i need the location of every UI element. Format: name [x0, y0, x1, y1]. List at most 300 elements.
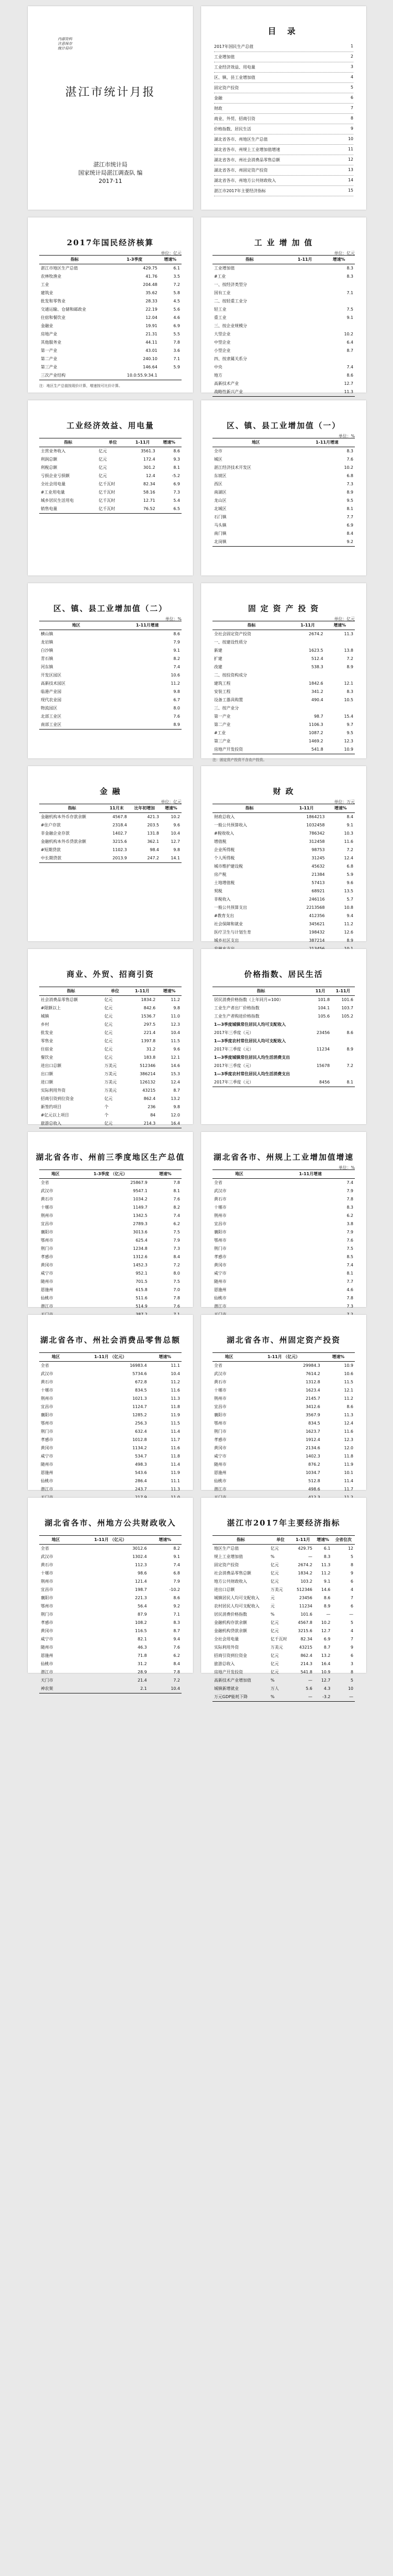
row-label: 襄阳市 — [41, 1230, 53, 1234]
cell-value: 7.9 — [173, 640, 180, 645]
table-row — [39, 1643, 182, 1652]
cell-value: 亿元 — [270, 1670, 279, 1674]
toc-item-page: 14 — [348, 178, 353, 182]
row-label: 大型企业 — [214, 332, 231, 336]
row-label: 扩建 — [214, 656, 222, 661]
row-label: 咸宁市 — [214, 1271, 226, 1276]
row-label: 其他服务业 — [41, 340, 61, 345]
table-row — [212, 846, 355, 854]
row-label: 批发业 — [41, 1030, 53, 1035]
cell-value: 12.7 — [344, 381, 353, 386]
table-row — [212, 464, 355, 472]
cell-value: 3567.9 — [305, 1413, 320, 1417]
cell-value: 万美元 — [270, 1587, 283, 1592]
table-row — [212, 1004, 355, 1012]
row-label: 武汉市 — [214, 1189, 226, 1193]
row-label: 住宿业 — [41, 1047, 53, 1052]
table-row — [212, 1461, 355, 1469]
cell-value: 12.1 — [344, 1388, 353, 1393]
cell-value: 511.6 — [135, 1296, 148, 1300]
row-label: 武汉市 — [41, 1554, 53, 1559]
column-header: 增速% — [149, 1170, 182, 1179]
row-label: 鄂州市 — [214, 1421, 226, 1426]
row-label: 仙桃市 — [41, 1296, 53, 1300]
table-row — [39, 306, 182, 314]
row-label: 随州市 — [41, 1645, 53, 1650]
cell-value: 116.5 — [135, 1629, 147, 1633]
cell-value: 2674.2 — [298, 1563, 313, 1567]
row-label: 武汉市 — [41, 1371, 53, 1376]
row-label: 武汉市 — [214, 1371, 226, 1376]
table-row — [212, 455, 355, 464]
column-header: 地区 — [212, 1170, 266, 1179]
cell-value: 7.0 — [173, 1287, 180, 1292]
cell-value: 万美元 — [104, 1080, 117, 1084]
cell-value: 亿元 — [99, 465, 107, 470]
column-header: 地区 — [212, 1353, 245, 1362]
cell-value: 8.7 — [173, 1629, 180, 1633]
cell-value: 1312.6 — [133, 1255, 148, 1259]
cell-value: 11.3 — [344, 632, 353, 636]
cell-value: 25867.9 — [130, 1180, 148, 1185]
cell-value: 256.3 — [135, 1421, 147, 1426]
cell-value: 541.8 — [300, 1670, 313, 1674]
table-row — [212, 306, 355, 314]
row-label: 随州市 — [41, 1279, 53, 1284]
cell-value: 1623.4 — [305, 1388, 320, 1393]
toc-item-label: 金融 — [214, 96, 222, 100]
table-row — [212, 737, 355, 745]
table-row — [39, 1095, 182, 1103]
table-row — [212, 273, 355, 281]
table-row — [212, 1029, 355, 1037]
row-label: #工业 — [214, 731, 226, 735]
cell-value — [325, 704, 355, 713]
cell-value: 11.2 — [321, 1571, 331, 1575]
table-row — [39, 1386, 182, 1395]
row-label: 房产税 — [214, 872, 226, 877]
cell-value — [323, 355, 355, 363]
data-table — [39, 1352, 182, 1511]
cell-value: 7.8 — [173, 1180, 180, 1185]
column-header: 指标 — [39, 438, 97, 447]
cell-value: 9.1 — [347, 315, 353, 320]
cell-value: 7.8 — [347, 1197, 353, 1201]
cell-value: 3.8 — [347, 1222, 353, 1226]
column-header: 地区 — [39, 621, 113, 630]
cell-value: 131.8 — [147, 831, 159, 836]
row-label: 城镇新增就业 — [214, 1686, 239, 1691]
cell-value: 11.8 — [171, 1404, 180, 1409]
cell-value: 万美元 — [104, 1063, 117, 1068]
cell-value: 862.4 — [143, 1096, 156, 1101]
cell-value: 8.6 — [173, 632, 180, 636]
cell-value: 7.3 — [347, 1304, 353, 1309]
row-label: 荆门市 — [41, 1429, 53, 1434]
table-row — [39, 1635, 182, 1643]
column-header: 1-11月 — [292, 1536, 314, 1545]
cell-value: 7.4 — [347, 1180, 353, 1185]
toc-item[interactable] — [214, 73, 353, 83]
cell-value: 240.10 — [143, 357, 158, 361]
row-label: 孝感市 — [41, 1255, 53, 1259]
table-row — [212, 1693, 355, 1702]
cell-value: 11.5 — [171, 1421, 180, 1426]
cell-value: 429.75 — [143, 266, 158, 270]
table-row — [39, 1179, 182, 1188]
data-table — [39, 804, 182, 863]
cell-value: 9 — [350, 1645, 353, 1650]
row-label: 城乡居民生活用电 — [41, 498, 74, 503]
cell-value: 8.0 — [173, 706, 180, 710]
toc-item[interactable] — [214, 93, 353, 104]
row-label: 宜昌市 — [214, 1404, 226, 1409]
cell-value: 13.8 — [344, 648, 353, 653]
table-row — [39, 1120, 182, 1128]
cell-value: 126132 — [139, 1080, 156, 1084]
table-row — [39, 472, 182, 480]
cell-value: 亿元 — [104, 997, 113, 1002]
table-row — [39, 1602, 182, 1611]
cell-value: 28.9 — [137, 1670, 147, 1674]
page-title: 湖北省各市、州社会消费品零售总额 — [40, 1335, 181, 1345]
cell-value: 11.1 — [171, 1479, 180, 1483]
cell-value: 亿元 — [104, 1039, 113, 1043]
cell-value: 8.9 — [347, 665, 353, 669]
table-row — [39, 1195, 182, 1204]
table-row — [39, 704, 182, 713]
cell-value: 10.9 — [321, 1670, 331, 1674]
table-row — [212, 928, 355, 937]
cell-value: 35.62 — [145, 291, 158, 295]
row-label: 孝感市 — [214, 1255, 226, 1259]
cell-value: 12.0 — [344, 1446, 353, 1450]
row-label: 工业生产者出厂价格指数 — [214, 1006, 259, 1010]
row-label: 城乡社区支出 — [214, 938, 239, 943]
cell-value: 625.4 — [135, 1238, 148, 1243]
column-header: 1-11月 — [291, 621, 325, 630]
cell-value: 11.6 — [171, 1388, 180, 1393]
toc-item[interactable] — [214, 186, 353, 196]
column-header: 1-11月增速 — [113, 621, 182, 630]
column-header: 地区 — [212, 438, 299, 447]
cell-value: 3215.6 — [298, 1629, 313, 1633]
cell-value: 10.2 — [344, 465, 353, 470]
column-header: 1-11月增速 — [266, 1170, 355, 1179]
cell-value: 1149.7 — [133, 1205, 148, 1210]
table-row — [39, 1278, 182, 1286]
cell-value: 5.4 — [173, 498, 180, 503]
row-label: 中型企业 — [214, 340, 231, 345]
table-row — [39, 688, 182, 696]
cell-value: 11.9 — [171, 1413, 180, 1417]
cell-value: 43.01 — [145, 348, 158, 353]
table-row — [39, 1485, 182, 1494]
toc-item[interactable] — [214, 114, 353, 124]
cell-value: 7.5 — [173, 1230, 180, 1234]
toc-list — [214, 42, 353, 196]
column-header: 指标 — [212, 256, 287, 264]
table-row — [39, 1594, 182, 1602]
page-fiscal — [201, 766, 366, 941]
cell-value — [291, 704, 325, 713]
row-label: 宜昌市 — [41, 1222, 53, 1226]
row-label: 战略性新兴产业 — [212, 388, 287, 397]
cell-value: 108.2 — [135, 1620, 147, 1625]
cell-value: 834.5 — [135, 1388, 147, 1393]
cell-value: 2318.4 — [112, 823, 127, 827]
cell-value: 7.1 — [173, 1612, 180, 1617]
cell-value: 1032458 — [306, 823, 325, 827]
cell-value: 1134.2 — [132, 1446, 147, 1450]
row-label: 第三产业 — [214, 739, 231, 743]
cell-value: 16983.4 — [129, 1363, 147, 1368]
cell-value: 203.5 — [147, 823, 159, 827]
table-row — [212, 895, 355, 904]
cell-value: 512346 — [139, 1063, 156, 1068]
row-label: 马头镇 — [214, 523, 226, 528]
cell-value: 101.8 — [318, 997, 330, 1002]
cell-value: 12.4 — [146, 473, 155, 478]
page-title: 区、镇、县工业增加值（二） — [53, 604, 168, 613]
cell-value: 15.4 — [344, 714, 353, 719]
toc-item-page: 3 — [350, 64, 353, 69]
table-row — [212, 1602, 355, 1611]
row-label: #住户存款 — [41, 823, 61, 827]
table-row — [212, 1395, 355, 1403]
data-table — [212, 621, 355, 754]
row-label: 随州市 — [41, 1462, 53, 1467]
cell-value: 541.8 — [291, 745, 325, 754]
row-label: 全省 — [41, 1363, 49, 1368]
cell-value: 14.6 — [171, 1063, 180, 1068]
cell-value: 19.91 — [145, 324, 158, 328]
cell-value: 亿元 — [270, 1629, 279, 1633]
toc-item[interactable] — [214, 176, 353, 186]
cell-value: 7.2 — [173, 282, 180, 287]
row-label: 十堰市 — [214, 1205, 226, 1210]
table-row — [212, 1627, 355, 1635]
table-row — [212, 1195, 355, 1204]
row-label: #教育支出 — [214, 913, 234, 918]
cell-value: 2.1 — [72, 1685, 148, 1693]
cell-value: 亿千瓦时 — [97, 505, 128, 514]
row-label: 一般公共预算收入 — [214, 823, 247, 827]
cell-value: 301.2 — [143, 465, 155, 470]
table-row — [212, 1668, 355, 1676]
table-row — [212, 1286, 355, 1294]
cell-value: 28.33 — [145, 299, 158, 303]
table-row — [212, 371, 355, 380]
cell-value: 11.8 — [171, 1454, 180, 1459]
cell-value: 2674.2 — [308, 632, 323, 636]
cell-value: 1342.5 — [133, 1213, 148, 1218]
row-label: 全社会用电量 — [41, 482, 66, 486]
cell-value: 7.6 — [173, 1645, 180, 1650]
toc-item[interactable] — [214, 83, 353, 93]
table-row — [39, 497, 182, 505]
toc-item[interactable] — [214, 104, 353, 114]
column-header: 1-11月 （亿元） — [245, 1353, 321, 1362]
column-header: 比年初增加 — [128, 804, 160, 813]
section-row — [212, 1070, 355, 1078]
row-label: 财政总收入 — [214, 815, 235, 819]
toc-item[interactable] — [214, 52, 353, 62]
table-row — [212, 322, 355, 330]
data-table — [212, 255, 355, 397]
cell-value: 8.7 — [323, 1645, 331, 1650]
cell-value: 11.7 — [171, 1437, 180, 1442]
cell-value: 7.4 — [173, 1213, 180, 1218]
cell-value: 7.6 — [173, 1304, 180, 1309]
table-row — [39, 1253, 182, 1261]
toc-item-page: 10 — [348, 137, 353, 141]
column-header: 增速% — [326, 804, 355, 813]
table-row — [39, 1187, 182, 1195]
row-label: 新建 — [214, 648, 222, 653]
cell-value: 2789.3 — [133, 1222, 148, 1226]
table-row — [39, 1586, 182, 1594]
row-label: 石门镇 — [214, 515, 226, 519]
cell-value: 11.3 — [171, 1396, 180, 1401]
cell-value: 亿元 — [99, 473, 107, 478]
toc-item[interactable] — [214, 124, 353, 134]
cell-value: 13.2 — [321, 1653, 331, 1658]
cell-value: 7.3 — [173, 490, 180, 495]
row-label: 金融业 — [41, 324, 53, 328]
row-label: 仙桃市 — [41, 1662, 53, 1666]
page-title: 湖北省各市、州前三季度地区生产总值 — [36, 1153, 185, 1162]
cell-value: 43215 — [299, 1645, 313, 1650]
cell-value: 512.4 — [311, 656, 323, 661]
table-row — [39, 1037, 182, 1045]
cell-value: 9547.1 — [133, 1189, 148, 1193]
toc-item[interactable] — [214, 42, 353, 52]
cell-value — [287, 322, 323, 330]
unit-label: 单位：% — [338, 434, 355, 438]
cell-value: 204.48 — [143, 282, 158, 287]
table-row — [39, 1245, 182, 1253]
table-row — [39, 1545, 182, 1553]
cell-value: 4567.8 — [112, 815, 127, 819]
table-row — [212, 1220, 355, 1228]
row-label: 湛江经济技术开发区 — [214, 465, 251, 470]
row-label: #工业用电量 — [41, 490, 65, 495]
table-row — [212, 713, 355, 721]
row-label: 恩施州 — [214, 1287, 226, 1292]
cell-value: — — [349, 1612, 353, 1617]
cell-value: 7.8 — [173, 1670, 180, 1674]
row-label: 高新技术产业 — [214, 381, 239, 386]
cell-value: 9.1 — [173, 1554, 180, 1559]
row-label: 一般公共预算支出 — [214, 905, 247, 910]
row-label: 农林牧渔业 — [41, 274, 61, 279]
cell-value: 12.04 — [145, 315, 158, 320]
column-header: 增速% — [149, 1353, 182, 1362]
cell-value: 9.4 — [347, 913, 353, 918]
data-table — [39, 987, 182, 1128]
cell-value: 3 — [350, 1662, 353, 1666]
toc-item[interactable] — [214, 155, 353, 165]
cell-value: 9.1 — [173, 648, 180, 653]
table-row — [39, 330, 182, 338]
cell-value: 247.2 — [128, 854, 160, 863]
table-row — [212, 1586, 355, 1594]
table-row — [212, 663, 355, 671]
toc-item-label: 区、镇、县工业增加值 — [214, 75, 255, 80]
cell-value: 31.2 — [146, 1047, 156, 1052]
toc-item[interactable] — [214, 134, 353, 145]
cell-value: 5.8 — [173, 291, 180, 295]
row-label: 二、按投资构成分 — [214, 673, 247, 677]
row-label: 房地产业 — [41, 332, 57, 336]
cell-value: 10.6 — [344, 1371, 353, 1376]
cell-value: 786342 — [309, 831, 325, 836]
cell-value: 8.4 — [173, 1662, 180, 1666]
page-title: 金 融 — [100, 787, 121, 796]
cell-value: 2134.6 — [305, 1446, 320, 1450]
table-row — [212, 472, 355, 480]
cell-value: 9.8 — [173, 848, 180, 852]
table-row — [212, 1187, 355, 1195]
toc-item[interactable] — [214, 145, 353, 155]
cover-date: 2017·11 — [99, 178, 122, 184]
toc-item[interactable] — [214, 165, 353, 176]
row-label: 全省 — [214, 1180, 222, 1185]
cell-value: 512346 — [297, 1587, 313, 1592]
table-row — [212, 638, 355, 647]
table-row — [39, 829, 182, 838]
cell-value: 9.6 — [347, 880, 353, 885]
row-label: 襄阳市 — [214, 1413, 226, 1417]
cell-value: 9.2 — [173, 1604, 180, 1608]
row-label: 居民消费价格指数 — [214, 1612, 247, 1617]
table-row — [212, 447, 355, 456]
row-label: 土地增值税 — [214, 880, 235, 885]
cell-value — [323, 297, 355, 306]
cell-value: 842.6 — [143, 1006, 156, 1010]
table-row — [212, 1685, 355, 1693]
column-header: 1-11月 （亿元） — [72, 1353, 148, 1362]
cell-value: 8.3 — [347, 1205, 353, 1210]
cell-value: 11.2 — [344, 1396, 353, 1401]
cell-value: 万人 — [270, 1686, 279, 1691]
row-label: 中央 — [214, 365, 222, 369]
toc-item[interactable] — [214, 62, 353, 73]
cell-value: 10.8 — [344, 905, 353, 910]
cell-value: 103.7 — [341, 1006, 353, 1010]
cell-value: 12.3 — [344, 739, 353, 743]
table-row — [39, 1477, 182, 1485]
row-label: 金融机构存款余额 — [214, 1620, 247, 1625]
row-label: 龙山区 — [214, 498, 226, 503]
cell-value: 15678 — [316, 1063, 330, 1068]
cell-value: 8456 — [309, 1078, 331, 1087]
table-row — [212, 887, 355, 895]
page-title: 价格指数、居民生活 — [244, 970, 323, 979]
toc-item-label: 湖北省各市、州社会消费品零售总额 — [214, 158, 280, 162]
row-label: 荆门市 — [41, 1612, 53, 1617]
table-row — [212, 1278, 355, 1286]
table-row — [39, 1087, 182, 1095]
row-label: 全市 — [214, 449, 222, 453]
cell-value: 8.7 — [173, 1088, 180, 1093]
cell-value: 10.6 — [171, 673, 180, 677]
cell-value: 1034.2 — [133, 1197, 148, 1201]
page-hb-fiscal — [28, 1498, 193, 1691]
table-row — [212, 912, 355, 920]
table-row — [39, 1370, 182, 1378]
